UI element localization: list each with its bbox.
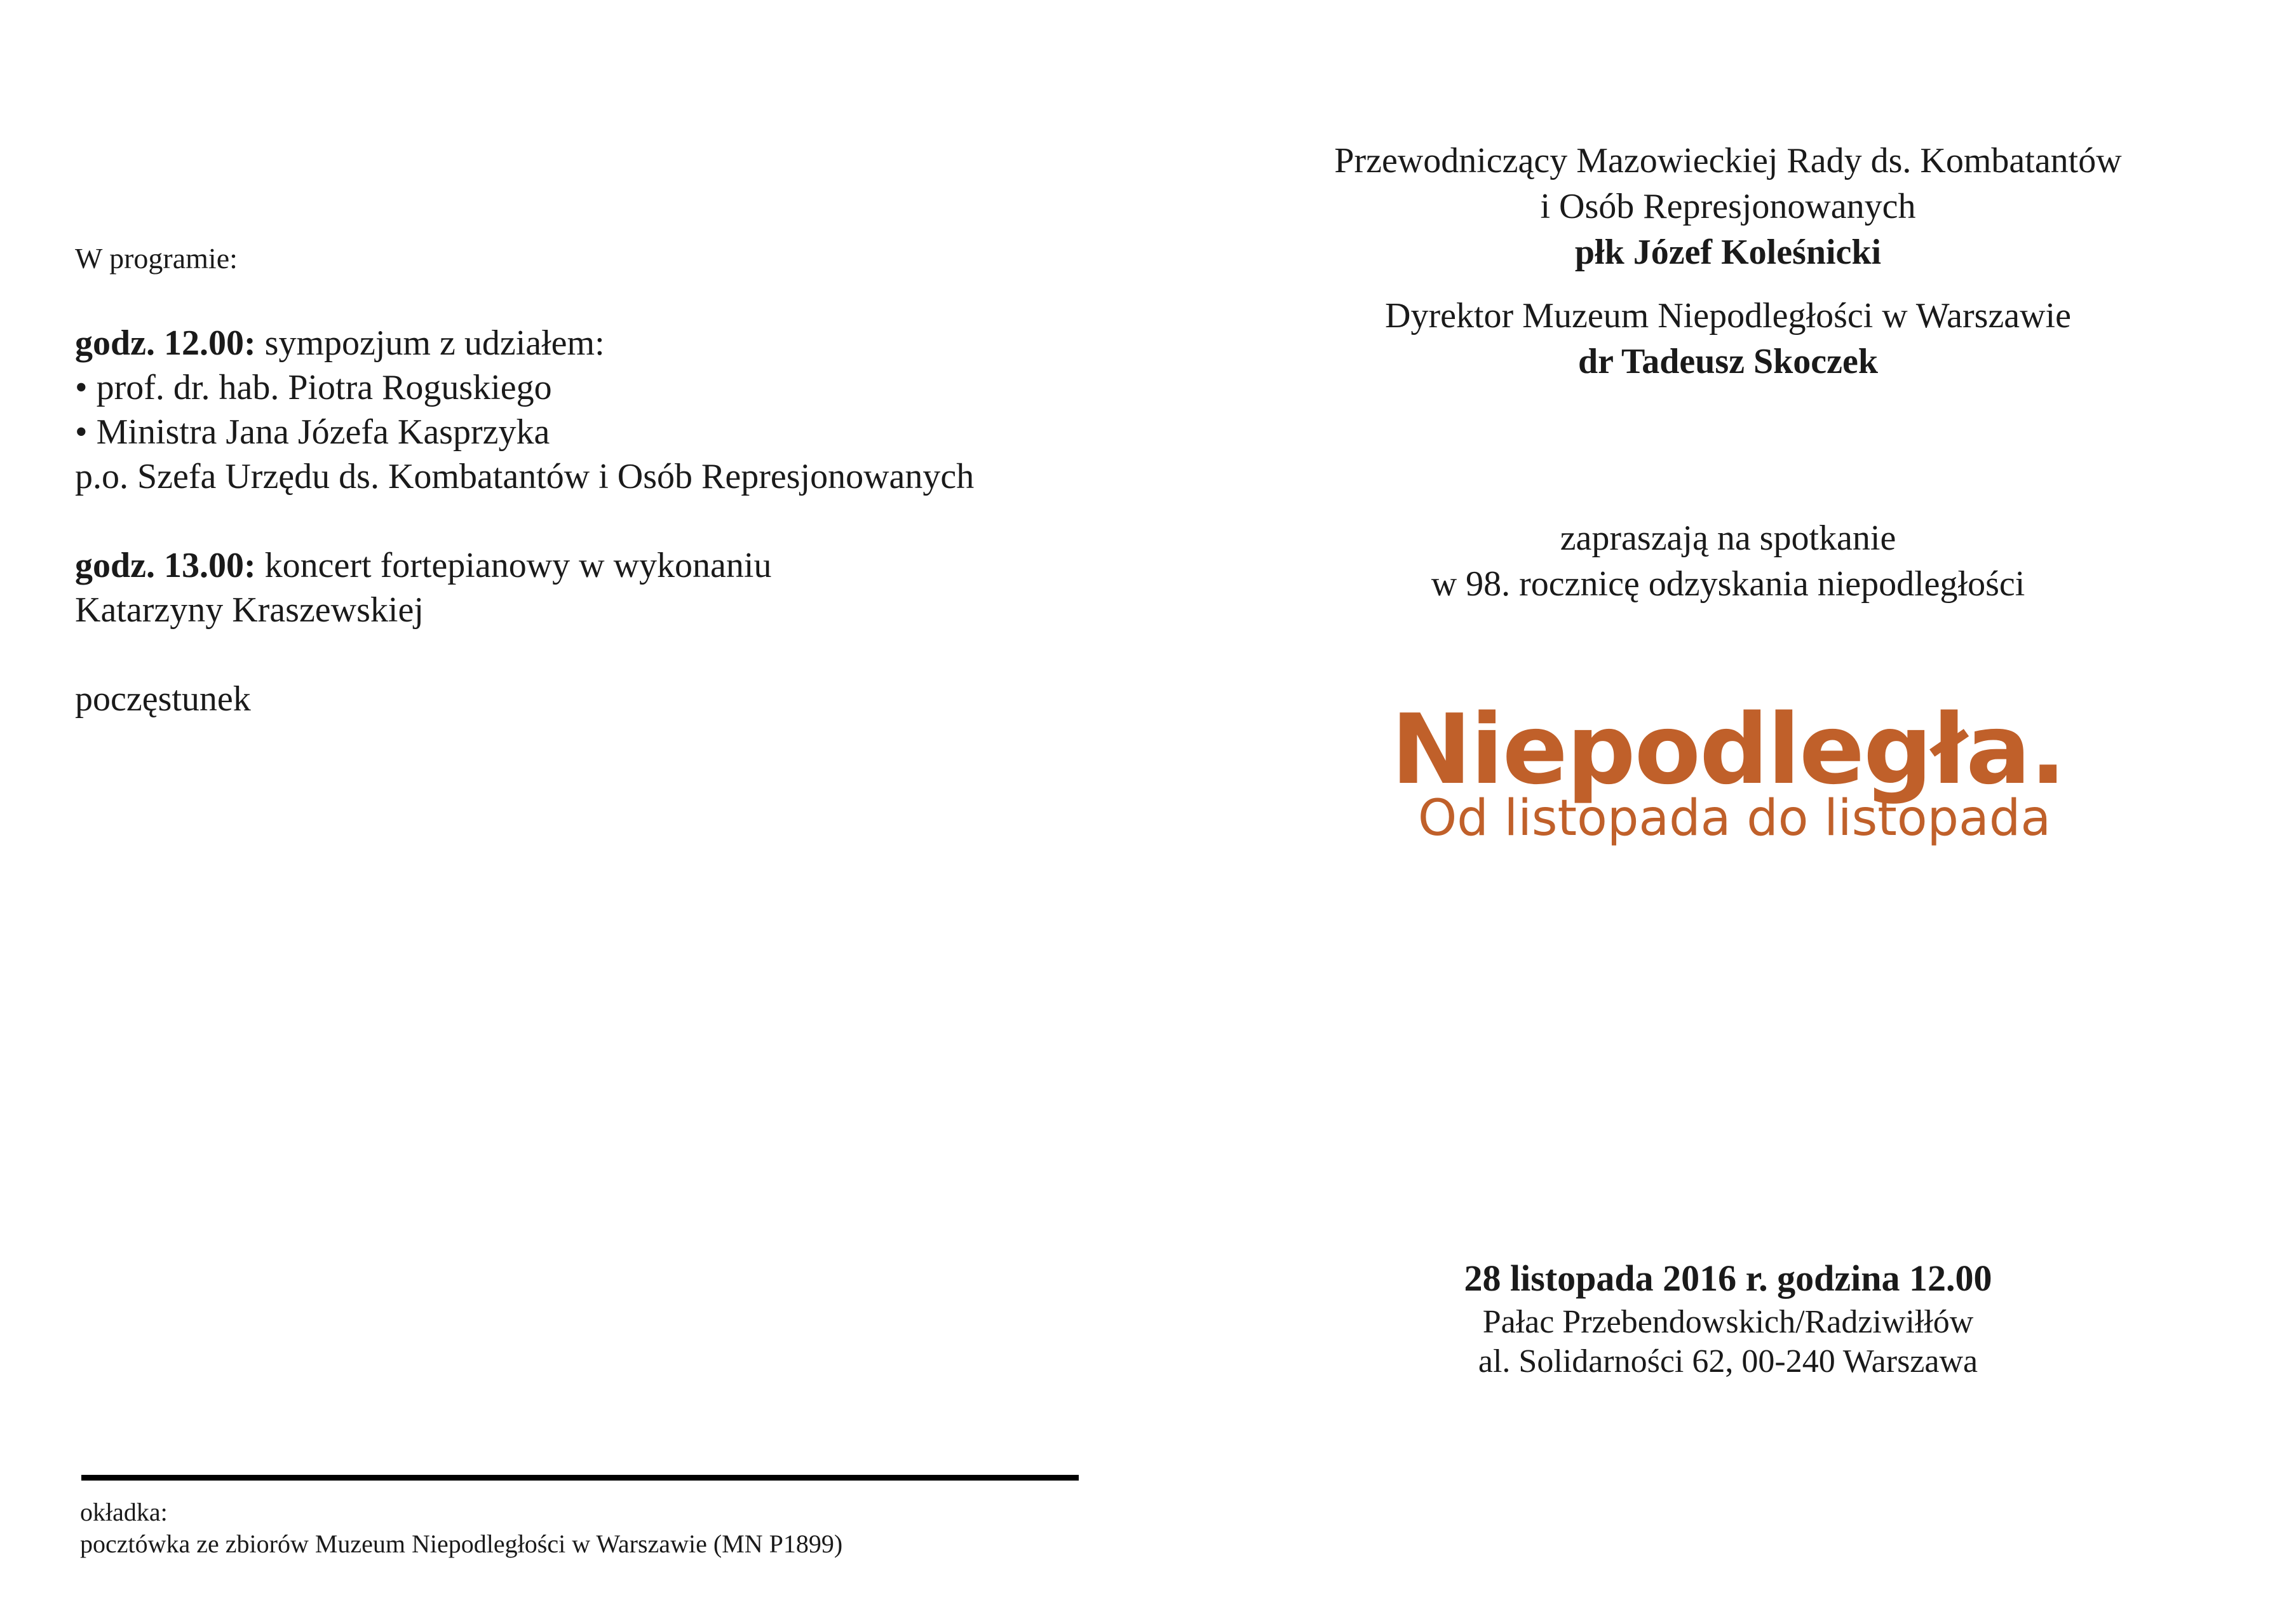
event-logo-subtitle: Od listopada do listopada: [1417, 790, 2051, 847]
invitation-line-2: w 98. rocznicę odzyskania niepodległości: [1431, 564, 2025, 604]
event-date: 28 listopada 2016 r. godzina 12.00: [1464, 1258, 1992, 1299]
program-item-1: [75, 321, 605, 365]
cover-credit: pocztówka ze zbiorów Muzeum Niepodległości w Warszawie (MN P1899): [80, 1529, 843, 1558]
invitation-line-1: zapraszają na spotkanie: [1560, 519, 1896, 558]
pianist-name: Katarzyny Kraszewskiej: [75, 590, 424, 630]
host-1-name: płk Józef Koleśnicki: [1574, 233, 1882, 272]
event-logo-title: Niepodległa.: [1391, 693, 2065, 806]
program-item-2: [75, 543, 771, 588]
program-item-1-text: sympozjum z udziałem:: [255, 323, 605, 363]
refreshments: poczęstunek: [75, 679, 251, 719]
host-1-title-line-1: Przewodniczący Mazowieckiej Rady ds. Kombatantów: [1334, 141, 2122, 180]
event-venue: Pałac Przebendowskich/Radziwiłłów: [1482, 1304, 1974, 1340]
divider: [81, 1475, 1079, 1481]
event-address: al. Solidarności 62, 00-240 Warszawa: [1478, 1343, 1978, 1380]
program-item-2-time: godz. 13.00:: [75, 546, 256, 585]
program-item-1-time: godz. 12.00:: [75, 323, 256, 363]
guest-2-title: p.o. Szefa Urzędu ds. Kombatantów i Osób Represjonowanych: [75, 457, 975, 496]
program-item-2-text: koncert fortepianowy w wykonaniu: [255, 546, 772, 585]
host-2-name: dr Tadeusz Skoczek: [1578, 342, 1878, 381]
host-2-title: Dyrektor Muzeum Niepodległości w Warszawie: [1385, 296, 2071, 336]
guest-1: • prof. dr. hab. Piotra Roguskiego: [75, 368, 552, 407]
cover-label: okładka:: [80, 1498, 168, 1526]
host-1-title-line-2: i Osób Represjonowanych: [1540, 187, 1916, 226]
guest-2: • Ministra Jana Józefa Kasprzyka: [75, 412, 550, 452]
program-heading: W programie:: [75, 242, 238, 275]
